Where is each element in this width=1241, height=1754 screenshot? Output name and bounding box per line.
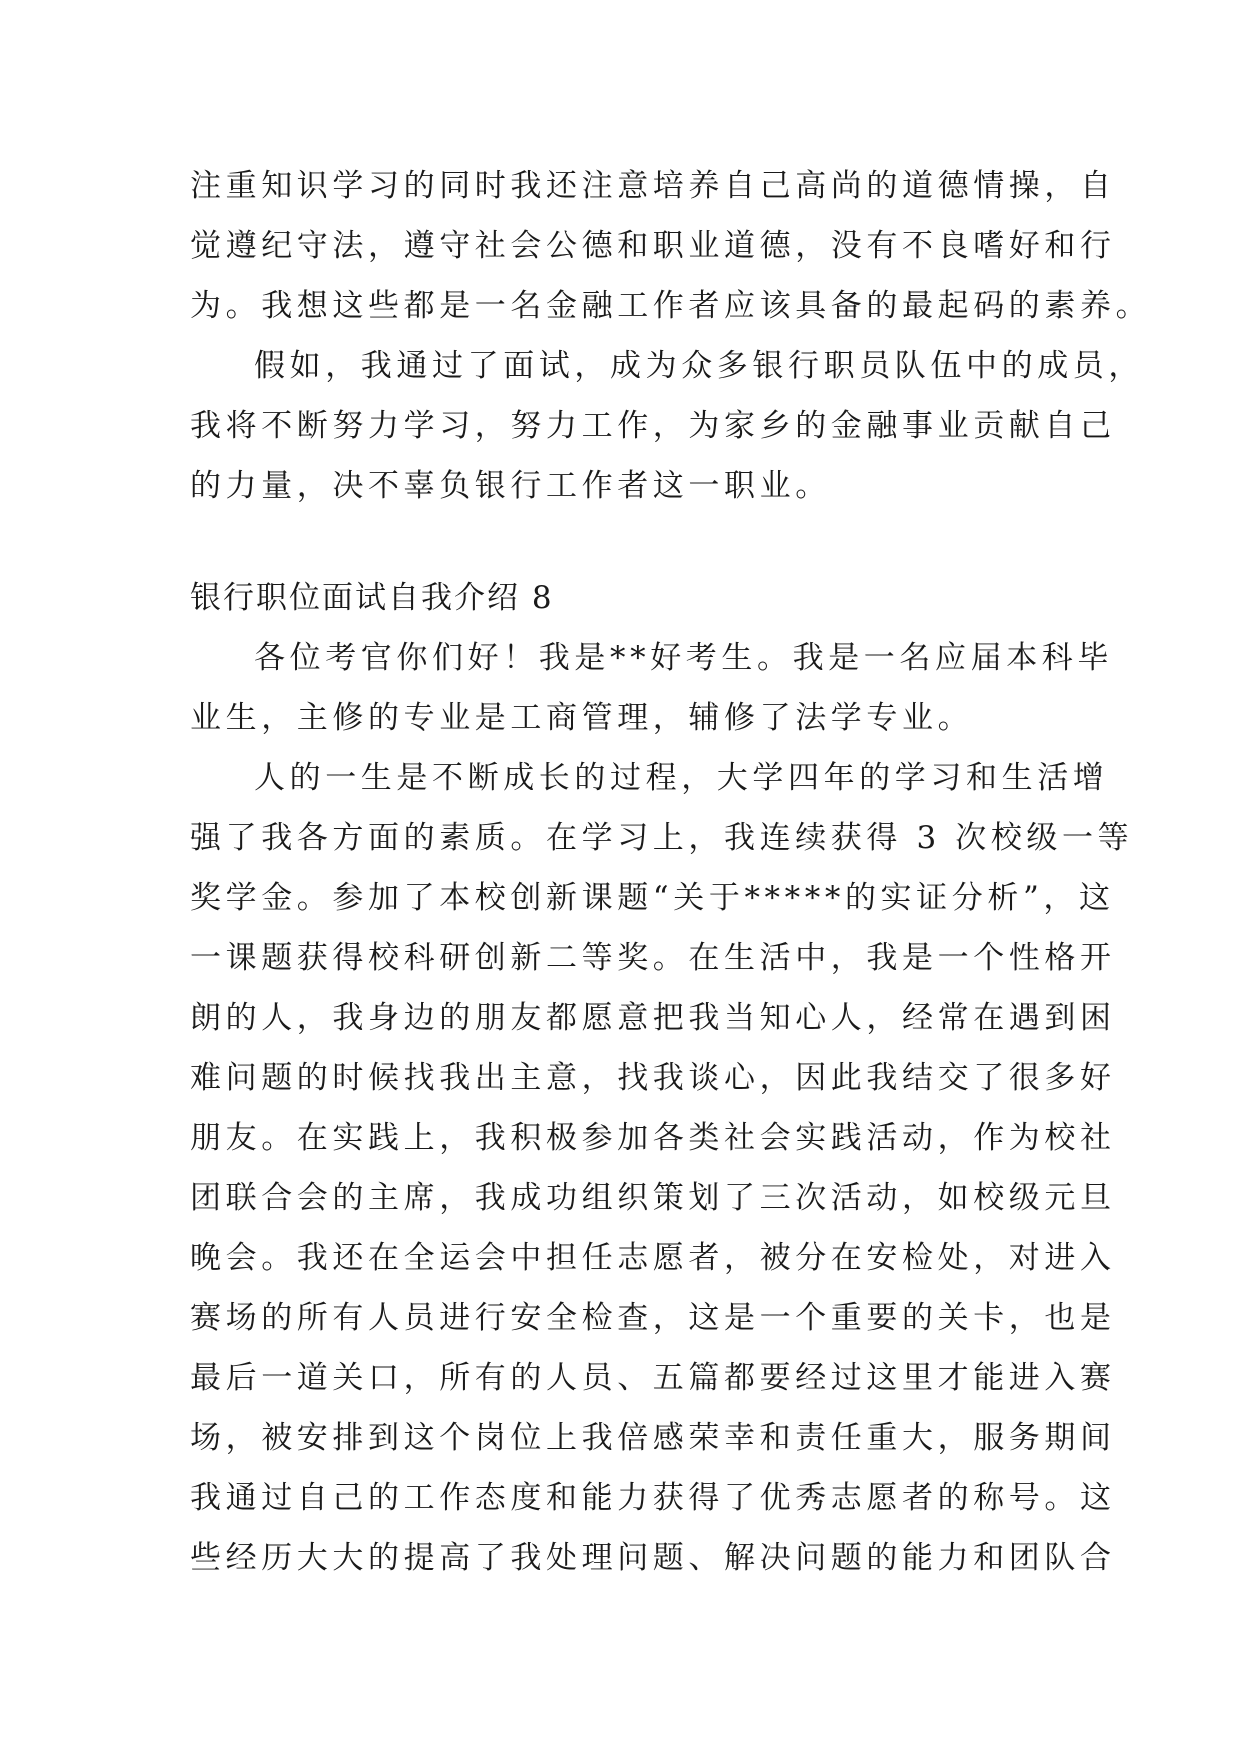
- text-line: 朗的人，我身边的朋友都愿意把我当知心人，经常在遇到困: [190, 1000, 1116, 1036]
- paragraph-first-line: 各位考官你们好！我是**好考生。我是一名应届本科毕: [254, 640, 1113, 676]
- paragraph-first-line: 假如，我通过了面试，成为众多银行职员队伍中的成员，: [254, 348, 1144, 384]
- text-line: 注重知识学习的同时我还注意培养自己高尚的道德情操，自: [190, 168, 1116, 204]
- text-line: 一课题获得校科研创新二等奖。在生活中，我是一个性格开: [190, 940, 1116, 976]
- text-line: 奖学金。参加了本校创新课题“关于*****的实证分析”，这: [190, 880, 1115, 916]
- paragraph-first-line: 人的一生是不断成长的过程，大学四年的学习和生活增: [254, 760, 1109, 796]
- text-line: 为。我想这些都是一名金融工作者应该具备的最起码的素养。: [190, 288, 1152, 324]
- text-line: 业生，主修的专业是工商管理，辅修了法学专业。: [190, 700, 974, 736]
- text-line: 场，被安排到这个岗位上我倍感荣幸和责任重大，服务期间: [190, 1420, 1116, 1456]
- section-heading: 银行职位面试自我介绍 8: [190, 580, 554, 616]
- text-line: 的力量，决不辜负银行工作者这一职业。: [190, 468, 831, 504]
- text-line: 强了我各方面的素质。在学习上，我连续获得 3 次校级一等: [190, 820, 1134, 856]
- text-line: 我将不断努力学习，努力工作，为家乡的金融事业贡献自己: [190, 408, 1116, 444]
- text-line: 些经历大大的提高了我处理问题、解决问题的能力和团队合: [190, 1540, 1116, 1576]
- text-line: 最后一道关口，所有的人员、五篇都要经过这里才能进入赛: [190, 1360, 1116, 1396]
- text-line: 难问题的时候找我出主意，找我谈心，因此我结交了很多好: [190, 1060, 1116, 1096]
- text-line: 觉遵纪守法，遵守社会公德和职业道德，没有不良嗜好和行: [190, 228, 1116, 264]
- text-line: 晚会。我还在全运会中担任志愿者，被分在安检处，对进入: [190, 1240, 1116, 1276]
- text-line: 团联合会的主席，我成功组织策划了三次活动，如校级元旦: [190, 1180, 1116, 1216]
- text-line: 赛场的所有人员进行安全检查，这是一个重要的关卡，也是: [190, 1300, 1116, 1336]
- text-line: 我通过自己的工作态度和能力获得了优秀志愿者的称号。这: [190, 1480, 1116, 1516]
- text-line: 朋友。在实践上，我积极参加各类社会实践活动，作为校社: [190, 1120, 1116, 1156]
